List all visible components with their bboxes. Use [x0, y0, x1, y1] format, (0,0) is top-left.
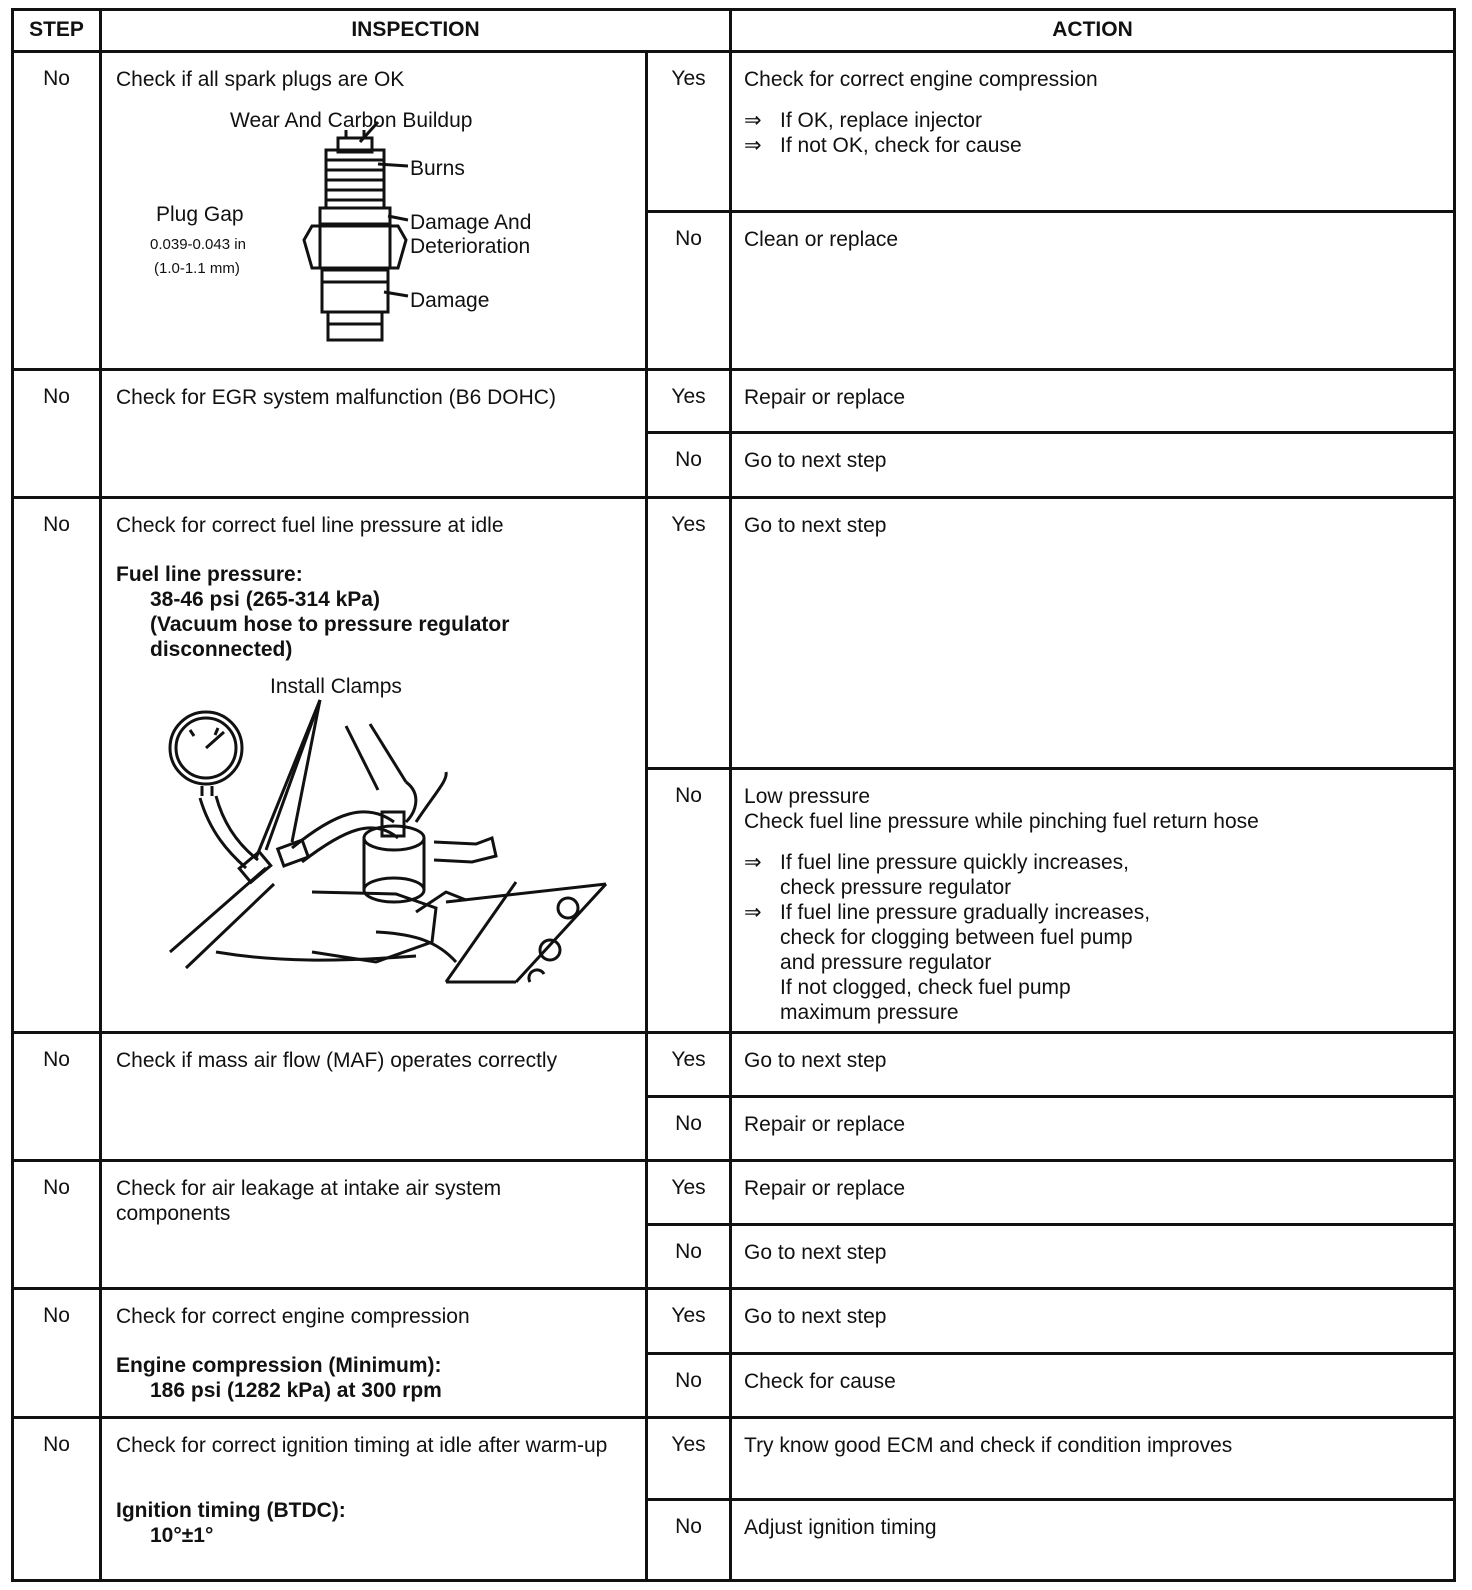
spec-note: (Vacuum hose to pressure regulator	[150, 613, 510, 637]
spec-value: 38-46 psi (265-314 kPa)	[150, 588, 380, 612]
spec-value: 10°±1°	[150, 1524, 214, 1548]
label-plug-gap: Plug Gap	[156, 202, 244, 226]
inspection-cell: Check if mass air flow (MAF) operates correctly	[101, 1032, 647, 1160]
step-number: No	[13, 51, 101, 370]
yes-cell: Yes	[647, 51, 731, 211]
list-item: ⇒ If not OK, check for cause	[744, 133, 1022, 157]
no-action-cell: Repair or replace	[731, 1096, 1455, 1160]
no-action-cell: Go to next step	[731, 1224, 1455, 1288]
yes-sub-list	[744, 108, 1453, 158]
label-gap-mm: (1.0-1.1 mm)	[154, 259, 240, 277]
inspection-cell: Check for EGR system malfunction (B6 DOHC)	[101, 370, 647, 498]
no-cell: No	[647, 211, 731, 369]
yes-action-cell: Go to next step	[731, 498, 1455, 769]
label-install-clamps: Install Clamps	[270, 675, 402, 699]
yes-cell: Yes	[647, 1160, 731, 1224]
no-action-cell	[731, 769, 1455, 1033]
table-row	[13, 498, 1455, 769]
inspection-cell	[101, 1288, 647, 1418]
spec-block	[116, 562, 645, 662]
diagnostic-table-sheet	[11, 8, 1453, 1582]
inspection-text: Check for correct ignition timing at idle after warm-up	[116, 1434, 608, 1458]
table-row	[13, 51, 1455, 211]
no-cell: No	[647, 769, 731, 1033]
label-deterioration: Deterioration	[410, 234, 531, 258]
no-cell: No	[647, 1499, 731, 1580]
arrow-icon: ⇒	[744, 901, 762, 925]
inspection-text: Check if all spark plugs are OK	[116, 67, 405, 91]
yes-cell: Yes	[647, 1418, 731, 1499]
label-gap-in: 0.039-0.043 in	[150, 235, 246, 253]
inspection-text: Check for correct fuel line pressure at idle	[116, 514, 504, 538]
label-wear: Wear And Carbon Buildup	[230, 108, 473, 132]
spec-value: 186 psi (1282 kPa) at 300 rpm	[150, 1378, 442, 1402]
no-cell: No	[647, 433, 731, 498]
no-action-cell: Go to next step	[731, 433, 1455, 498]
table-row	[13, 1288, 1455, 1353]
fuel-pressure-figure	[116, 662, 645, 1002]
step-number: No	[13, 498, 101, 1033]
yes-action-cell: Repair or replace	[731, 1160, 1455, 1224]
label-damage-and: Damage And	[410, 210, 532, 234]
no-action-cell: Clean or replace	[731, 211, 1455, 369]
yes-action-cell: Go to next step	[731, 1032, 1455, 1096]
inspection-cell	[101, 51, 647, 370]
arrow-icon: ⇒	[744, 133, 762, 157]
yes-cell: Yes	[647, 498, 731, 769]
list-item: ⇒ If fuel line pressure quickly increases, check pressure regulator	[744, 851, 1130, 900]
spec-note: disconnected)	[150, 638, 293, 662]
list-item: ⇒ If fuel line pressure gradually increases, check for clogging between fuel pump and pressure regulator If not clogged, check fuel pump maximum pressure	[744, 901, 1151, 1025]
no-sub-list	[744, 850, 1453, 1025]
no-cell: No	[647, 1096, 731, 1160]
yes-action-cell: Go to next step	[731, 1288, 1455, 1353]
step-number: No	[13, 1032, 101, 1160]
label-burns: Burns	[410, 156, 465, 180]
no-cell: No	[647, 1353, 731, 1418]
table-row	[13, 1418, 1455, 1499]
yes-action-cell	[731, 51, 1455, 211]
yes-action-cell: Repair or replace	[731, 370, 1455, 433]
arrow-icon: ⇒	[744, 851, 762, 875]
spec-label: Fuel line pressure:	[116, 563, 303, 587]
diagnostic-table	[11, 8, 1456, 1582]
header-row	[13, 10, 1455, 52]
spec-label: Engine compression (Minimum):	[116, 1353, 442, 1377]
yes-action-cell: Try know good ECM and check if condition improves	[731, 1418, 1455, 1499]
spec-label: Ignition timing (BTDC):	[116, 1499, 346, 1523]
no-action-line: Check fuel line pressure while pinching fuel return hose	[744, 810, 1259, 834]
no-action-cell: Check for cause	[731, 1353, 1455, 1418]
yes-cell: Yes	[647, 1288, 731, 1353]
spec-block	[116, 1353, 645, 1403]
arrow-icon: ⇒	[744, 108, 762, 132]
table-row	[13, 1032, 1455, 1096]
header-inspection: INSPECTION	[101, 10, 731, 52]
step-number: No	[13, 370, 101, 498]
no-cell: No	[647, 1224, 731, 1288]
header-step: STEP	[13, 10, 101, 52]
label-damage: Damage	[410, 288, 490, 312]
no-action-line: Low pressure	[744, 785, 871, 809]
spark-plug-illustration	[116, 92, 636, 354]
spark-plug-figure	[116, 92, 645, 354]
header-action: ACTION	[731, 10, 1455, 52]
yes-cell: Yes	[647, 1032, 731, 1096]
inspection-cell	[101, 498, 647, 1033]
table-row	[13, 1160, 1455, 1224]
fuel-gauge-illustration	[116, 662, 636, 1002]
list-item: ⇒ If OK, replace injector	[744, 108, 982, 132]
inspection-text: Check for correct engine compression	[116, 1304, 470, 1328]
yes-cell: Yes	[647, 370, 731, 433]
inspection-cell: Check for air leakage at intake air system components	[101, 1160, 647, 1288]
step-number: No	[13, 1160, 101, 1288]
yes-action-text: Check for correct engine compression	[744, 67, 1098, 91]
inspection-cell	[101, 1418, 647, 1581]
step-number: No	[13, 1418, 101, 1581]
spec-block	[116, 1498, 645, 1548]
step-number: No	[13, 1288, 101, 1418]
no-action-cell: Adjust ignition timing	[731, 1499, 1455, 1580]
table-row	[13, 370, 1455, 433]
